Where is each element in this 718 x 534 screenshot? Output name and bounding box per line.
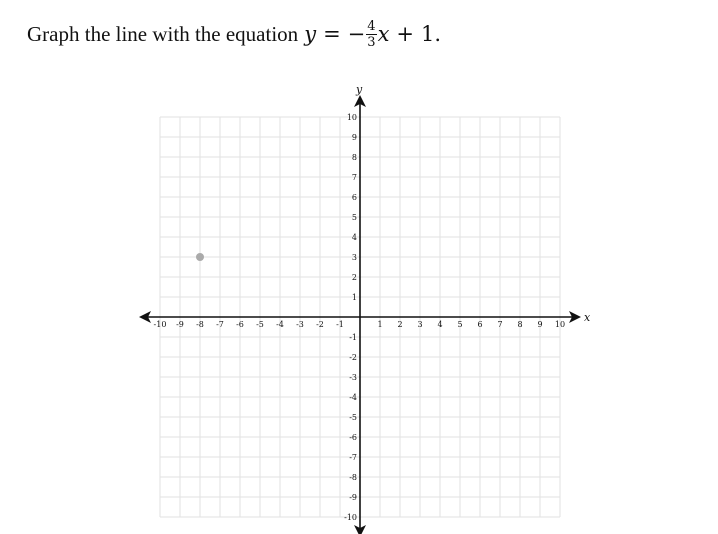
x-tick-label: -7 xyxy=(216,320,224,329)
fraction-denominator: 3 xyxy=(367,34,376,50)
x-tick-label: -9 xyxy=(176,320,184,329)
x-tick-label: 9 xyxy=(537,320,543,329)
x-tick-label: 3 xyxy=(417,320,423,329)
y-tick-label: -8 xyxy=(349,473,357,482)
equation-equals: = xyxy=(323,22,341,46)
y-tick-label: -2 xyxy=(349,353,357,362)
x-axis-label: x xyxy=(584,311,591,324)
placed-point[interactable] xyxy=(196,253,204,261)
x-tick-label: 7 xyxy=(497,320,503,329)
x-tick-label: -3 xyxy=(296,320,304,329)
y-tick-label: 9 xyxy=(351,133,357,142)
y-tick-label: -6 xyxy=(349,433,357,442)
y-tick-label: -3 xyxy=(349,373,357,382)
prompt-text: Graph the line with the equation xyxy=(27,21,299,46)
y-tick-label: 2 xyxy=(351,273,357,282)
y-tick-label: -10 xyxy=(344,513,357,522)
tick-labels xyxy=(154,83,591,522)
x-tick-label: 10 xyxy=(554,320,566,329)
axes xyxy=(139,95,581,534)
x-tick-label: -6 xyxy=(236,320,244,329)
y-tick-label: 6 xyxy=(351,193,357,202)
x-tick-label: -8 xyxy=(196,320,204,329)
x-tick-label: 5 xyxy=(457,320,463,329)
x-tick-label: -1 xyxy=(336,320,344,329)
equation-constant: 1. xyxy=(421,22,442,46)
y-axis-label: y xyxy=(356,83,363,96)
x-tick-label: -10 xyxy=(153,320,167,329)
y-tick-label: 5 xyxy=(351,213,357,222)
y-tick-label: -4 xyxy=(349,393,357,402)
equation-x: x xyxy=(377,22,390,46)
y-tick-label: -7 xyxy=(349,453,357,462)
y-tick-label: -1 xyxy=(349,333,357,342)
equation-plus: + xyxy=(396,22,415,46)
x-tick-label: -2 xyxy=(316,320,324,329)
x-tick-label: 6 xyxy=(477,320,483,329)
x-tick-label: -5 xyxy=(256,320,264,329)
y-tick-label: 8 xyxy=(351,153,357,162)
equation-minus: − xyxy=(347,22,366,46)
y-tick-label: -5 xyxy=(349,413,357,422)
y-tick-label: 1 xyxy=(351,293,357,302)
x-tick-label: 4 xyxy=(437,320,443,329)
x-tick-label: 8 xyxy=(517,320,523,329)
y-tick-label: 7 xyxy=(351,173,357,182)
fraction-numerator: 4 xyxy=(367,18,376,34)
y-tick-label: 4 xyxy=(351,233,357,242)
x-tick-label: 1 xyxy=(377,320,383,329)
equation-y: y xyxy=(304,22,317,46)
y-tick-label: 3 xyxy=(351,253,357,262)
y-tick-label: 10 xyxy=(346,113,357,122)
x-tick-label: -4 xyxy=(276,320,284,329)
x-tick-label: 2 xyxy=(397,320,403,329)
points[interactable] xyxy=(196,253,204,261)
y-tick-label: -9 xyxy=(349,493,357,502)
